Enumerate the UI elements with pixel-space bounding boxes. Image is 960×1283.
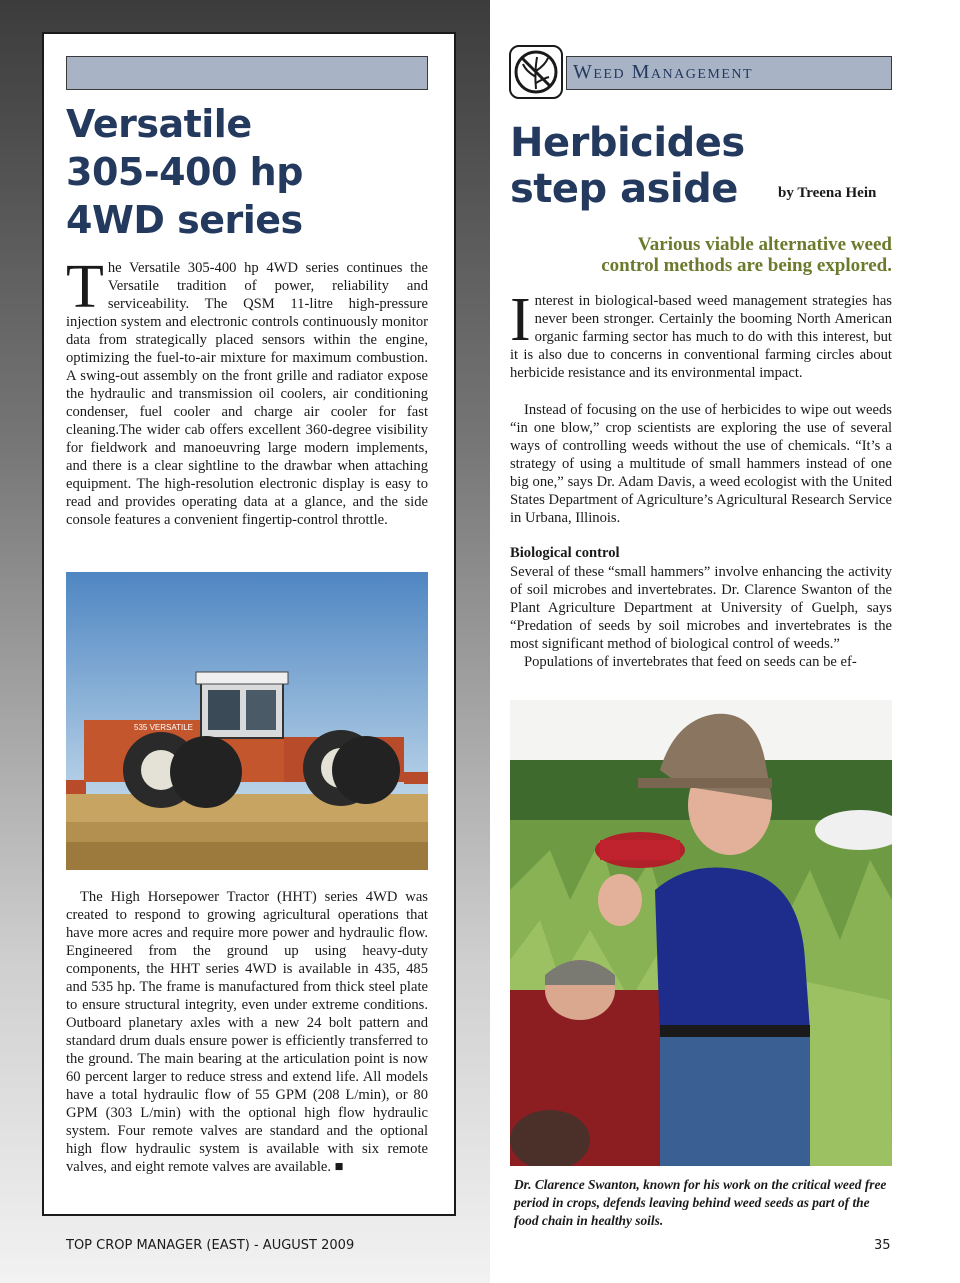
versatile-paragraph-1 — [66, 253, 428, 529]
drop-cap: T — [66, 253, 104, 321]
paragraph-text: nterest in biological-based weed management strategies has never been stronger. Certainly the booming North American organic farming sector has much to do with this interest, but it is also due to concerns in conventional farming circles about herbicide resistance and its environmental impact. — [510, 293, 892, 381]
weed-icon — [509, 45, 563, 99]
herbicides-paragraph-3: Several of these “small hammers” involve enhancing the activity of soil microbes and invertebrates. Dr. Clarence Swanton of the Plant Agriculture Department at University of Guelph, says “Predation of seeds by soil microbes and invertebrates is the most significant method of biological control of weeds.” — [510, 564, 892, 652]
herbicides-paragraph-2: Instead of focusing on the use of herbicides to wipe out weeds “in one blow,” crop scientists are exploring the use of several ways of controlling weeds without the use of chemicals. “It’s a strategy of using a multitude of small hammers instead of one big one,” says Dr. Adam Davis, a weed ecologist with the United States Department of Agriculture’s Agricultural Research Service in Urbana, Illinois. — [510, 402, 892, 526]
footer-publication: TOP CROP MANAGER (EAST) - AUGUST 2009 — [66, 1238, 355, 1253]
title-line-1: Versatile — [66, 102, 252, 146]
deck-line-1: Various viable alternative weed — [637, 234, 892, 255]
deck-line-2: control methods are being explored. — [601, 255, 892, 276]
versatile-article-box — [42, 32, 456, 1216]
title-line-3: 4WD series — [66, 198, 303, 242]
section-label: Weed Management — [573, 61, 754, 83]
herbicides-paragraph-1 — [510, 286, 892, 382]
tractor-photo — [66, 572, 428, 870]
researcher-photo — [510, 700, 892, 1166]
section-header-bar — [566, 56, 892, 90]
end-mark: ■ — [334, 1159, 344, 1175]
herbicides-paragraph-4: Populations of invertebrates that feed on seeds can be ef- — [524, 654, 857, 670]
versatile-article-title — [66, 100, 446, 244]
tractor-decal: 535 VERSATILE — [134, 723, 193, 732]
title-line-2: 305-400 hp — [66, 150, 303, 194]
article-deck — [560, 234, 892, 276]
footer-page-number: 35 — [874, 1238, 891, 1253]
herbicides-article-title — [510, 120, 770, 212]
section-header-bar — [66, 56, 428, 90]
title-line-2: step aside — [510, 166, 738, 212]
drop-cap: I — [510, 286, 531, 354]
byline: by Treena Hein — [778, 185, 877, 201]
versatile-paragraph-2 — [66, 888, 428, 1176]
photo-caption: Dr. Clarence Swanton, known for his work on the critical weed free period in crops, defends leaving behind weed seeds as part of the food chain in healthy soils. — [514, 1177, 887, 1228]
title-line-1: Herbicides — [510, 120, 745, 166]
subheading-biological-control: Biological control — [510, 545, 620, 561]
paragraph-text: he Versatile 305-400 hp 4WD series continues the Versatile tradition of power, reliability and serviceability. The QSM 11-litre high-pressure injection system and electronic controls continuously monitor data from strategically placed sensors within the engine, optimizing the fuel-to-air mixture for maximum combustion. A swing-out assembly on the front grille and radiator expose the hydraulic and transmission oil coolers, air conditioning condenser, fuel cooler and charge air cooler for fast cleaning.The wider cab offers excellent 360-degree visibility for fieldwork and manoeuvring large modern implements, and there is a clear sightline to the drawbar when attaching equipment. The high-resolution electronic display is easy to read and provides operating data at a glance, and the side console features a convenient fingertip-control throttle. — [66, 260, 428, 528]
paragraph-text: The High Horsepower Tractor (HHT) series 4WD was created to respond to growing agricultural operations that have more acres and require more power and hydraulic flow. Engineered from the ground up using heavy-duty components, the HHT series 4WD is available in 435, 485 and 535 hp. The frame is manufactured from thick steel plate to ensure structural integrity, even under extreme conditions. Outboard planetary axles with a new 24 bolt pattern and standard drum duals ensure power is efficiently transferred to the ground. The main bearing at the articulation point is now 60 percent larger to reduce stress and extend life. All models have a total hydraulic flow of 55 GPM (208 L/min), or 80 GPM (303 L/min) with the optional high flow hydraulic system. Four remote valves are standard and the optional high flow hydraulic system is available with six remote valves, and eight remote valves are available. — [66, 889, 428, 1175]
